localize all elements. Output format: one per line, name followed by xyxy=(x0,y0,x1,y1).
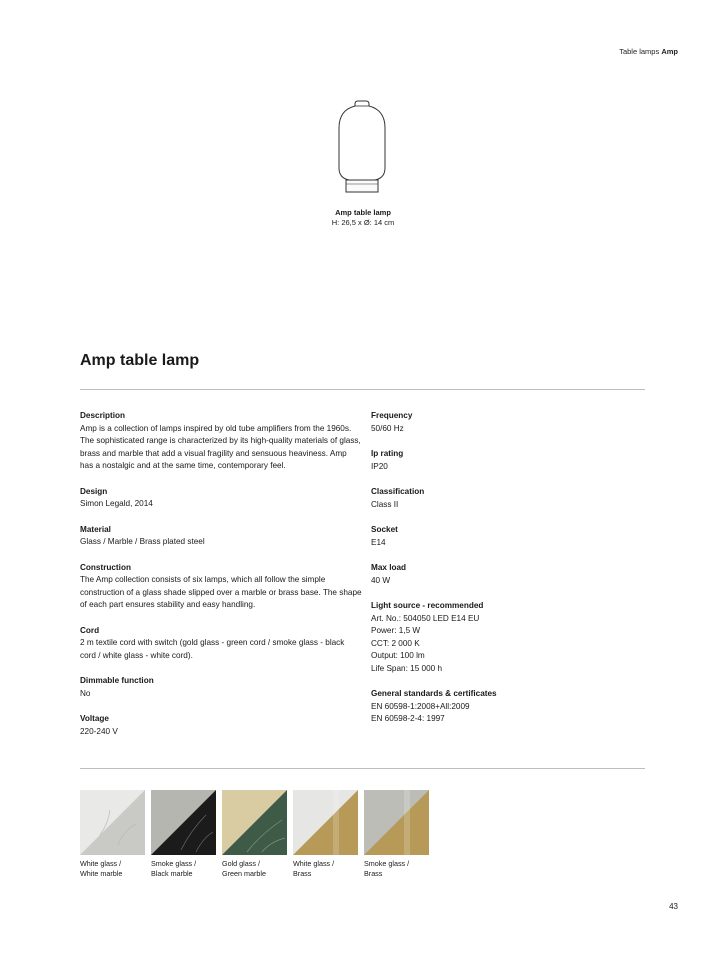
swatch-label-line2: Brass xyxy=(293,868,312,878)
spec-value: 2 m textile cord with switch (gold glass - green cord / smoke glass - black cord / white glass - white cord). xyxy=(80,638,345,660)
swatch-chip xyxy=(364,790,429,855)
swatch-label-line1: White glass / xyxy=(293,859,335,868)
swatch-label-line2: Brass xyxy=(364,868,383,878)
swatch-smoke-glass-black-marble xyxy=(151,790,216,878)
spec-value: E14 xyxy=(371,537,386,547)
spec-voltage xyxy=(80,713,362,738)
spec-value: Power: 1,5 W xyxy=(371,626,421,635)
swatch-chip xyxy=(80,790,145,855)
swatch-chip xyxy=(293,790,358,855)
spec-value: No xyxy=(80,688,91,698)
spec-construction xyxy=(80,562,362,612)
spec-material xyxy=(80,524,362,549)
finish-swatches xyxy=(80,790,429,878)
swatch-chip xyxy=(222,790,287,855)
spec-light-source xyxy=(371,600,621,675)
lamp-caption-name: Amp table lamp xyxy=(335,208,391,217)
swatch-label-line2: Green marble xyxy=(222,868,266,878)
spec-value: 40 W xyxy=(371,575,391,585)
spec-label: General standards & certificates xyxy=(371,689,497,698)
spec-value: Amp is a collection of lamps inspired by old tube amplifiers from the 1960s. The sophisticated range is characterized by its high-quality materials of glass, brass and marble that add a visual fragility and sensuous heaviness. Amp has a nostalgic and at the same time, contemporary feel. xyxy=(80,423,361,470)
spec-label: Classification xyxy=(371,487,425,496)
spec-label: Light source - recommended xyxy=(371,601,484,610)
spec-label: Socket xyxy=(371,525,398,534)
divider-top xyxy=(80,389,645,390)
spec-label: Construction xyxy=(80,562,131,572)
spec-standards xyxy=(371,688,621,726)
spec-column-left xyxy=(80,410,362,751)
swatch-label-line1: White glass / xyxy=(80,859,122,868)
spec-label: Material xyxy=(80,524,111,534)
spec-label: Ip rating xyxy=(371,449,404,458)
spec-value: Art. No.: 504050 LED E14 EU xyxy=(371,613,480,623)
lamp-caption xyxy=(0,208,726,228)
spec-value: Glass / Marble / Brass plated steel xyxy=(80,537,205,546)
spec-value: Life Span: 15 000 h xyxy=(371,663,443,673)
spec-dimmable xyxy=(80,675,362,700)
spec-value: EN 60598-1:2008+All:2009 xyxy=(371,701,470,711)
spec-frequency xyxy=(371,410,621,435)
swatch-white-glass-brass xyxy=(293,790,358,878)
spec-value: EN 60598-2-4: 1997 xyxy=(371,714,445,723)
header-section: Table lamps xyxy=(619,47,660,56)
spec-socket xyxy=(371,524,621,549)
spec-label: Max load xyxy=(371,563,407,572)
page-number: 43 xyxy=(669,902,678,911)
swatch-chip xyxy=(151,790,216,855)
swatch-label-line2: Black marble xyxy=(151,868,193,878)
spec-value: The Amp collection consists of six lamps, which all follow the simple construction of a glass shade slipped over a marble or brass base. The shape of each part ensures stability and easy handling. xyxy=(80,575,362,609)
swatch-label-line1: Smoke glass / xyxy=(364,859,410,868)
lamp-illustration xyxy=(333,100,391,195)
swatch-label-line2: White marble xyxy=(80,868,123,878)
spec-label: Frequency xyxy=(371,411,413,420)
spec-value: 50/60 Hz xyxy=(371,423,404,433)
spec-label: Dimmable function xyxy=(80,676,154,685)
spec-value: IP20 xyxy=(371,461,388,471)
spec-value: Simon Legald, 2014 xyxy=(80,499,153,508)
spec-cord xyxy=(80,625,362,663)
spec-column-right xyxy=(371,410,621,739)
spec-value: Output: 100 lm xyxy=(371,651,425,660)
swatch-label-line1: Gold glass / xyxy=(222,859,260,868)
header-product: Amp xyxy=(661,47,678,56)
swatch-white-glass-white-marble xyxy=(80,790,145,878)
divider-bottom xyxy=(80,768,645,769)
swatch-label-line1: Smoke glass / xyxy=(151,859,197,868)
spec-description xyxy=(80,410,362,473)
swatch-smoke-glass-brass xyxy=(364,790,429,878)
spec-ip-rating xyxy=(371,448,621,473)
spec-max-load xyxy=(371,562,621,587)
swatch-gold-glass-green-marble xyxy=(222,790,287,878)
spec-value: Class II xyxy=(371,499,399,509)
spec-label: Design xyxy=(80,486,108,496)
lamp-caption-dimensions: H: 26,5 x Ø: 14 cm xyxy=(331,218,395,227)
spec-label: Description xyxy=(80,411,126,420)
spec-value: 220-240 V xyxy=(80,726,118,736)
running-header xyxy=(619,47,678,56)
spec-label: Voltage xyxy=(80,714,109,723)
spec-label: Cord xyxy=(80,625,100,635)
spec-classification xyxy=(371,486,621,511)
spec-design xyxy=(80,486,362,511)
page-title: Amp table lamp xyxy=(80,352,200,369)
spec-value: CCT: 2 000 K xyxy=(371,638,420,648)
